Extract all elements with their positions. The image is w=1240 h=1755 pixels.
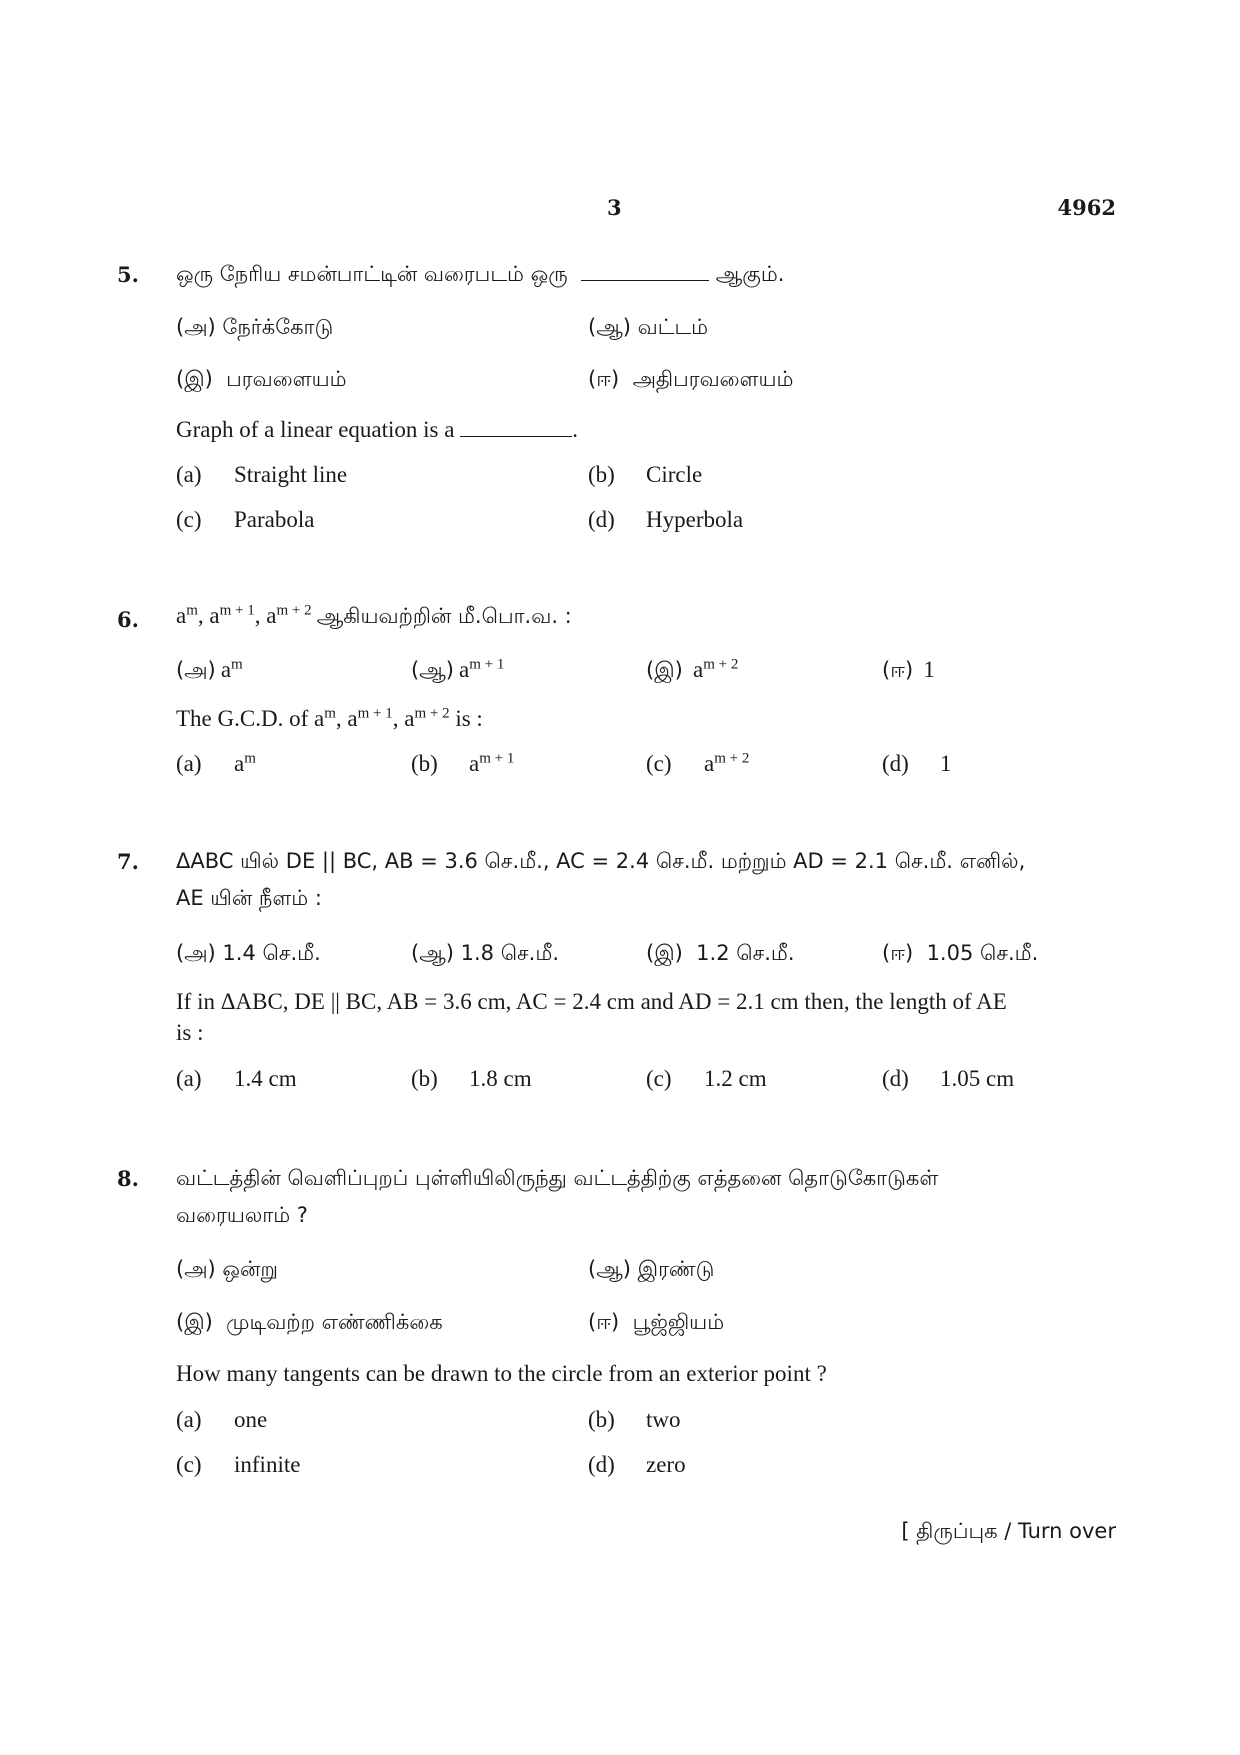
option-sup: m + 2: [714, 750, 750, 767]
option-sup: m + 2: [703, 656, 739, 673]
q6-english-prefix: The G.C.D. of: [176, 706, 309, 731]
q6-base: a: [313, 706, 325, 731]
q6-sep: ,: [335, 706, 348, 731]
q6-tamil-option-a: [176, 657, 243, 685]
option-label: (d): [588, 507, 615, 532]
option-text: Straight line: [234, 462, 348, 487]
option-label: (ஈ): [882, 658, 914, 682]
option-text: two: [646, 1407, 681, 1432]
question-8-number: 8.: [117, 1166, 139, 1191]
option-text: infinite: [234, 1452, 301, 1477]
q5-tamil-option-c: [176, 367, 346, 394]
option-text: 1.8 cm: [469, 1066, 532, 1091]
option-text: அதிபரவளையம்: [632, 367, 794, 391]
q6-tamil-option-b: [411, 657, 504, 685]
q5-english-option-b: [588, 462, 702, 488]
option-text: one: [234, 1407, 268, 1432]
option-label: (இ): [176, 1310, 213, 1334]
q5-tamil-option-b: [588, 315, 708, 342]
q8-tamil-option-b: [588, 1257, 714, 1284]
option-label: (ஆ): [411, 941, 454, 965]
option-text: பூஜ்ஜியம்: [632, 1310, 725, 1334]
q8-english-option-a: [176, 1407, 267, 1433]
q6-sup: m + 2: [276, 602, 312, 619]
option-text: a: [692, 657, 704, 682]
q5-english-option-d: [588, 507, 743, 533]
option-sup: m: [231, 656, 243, 673]
option-label: (d): [882, 1066, 909, 1091]
q6-base: a: [404, 706, 415, 731]
option-text: 1.2 cm: [704, 1066, 767, 1091]
question-7-tamil-line1: ΔABC யில் DE || BC, AB = 3.6 செ.மீ., AC = 2.4 செ.மீ. மற்றும் AD = 2.1 செ.மீ. எனில்,: [176, 849, 1026, 873]
q5-english-option-a: [176, 462, 347, 488]
q8-english-option-c: [176, 1452, 300, 1478]
q8-english-option-b: [588, 1407, 681, 1433]
option-text: 1.8 செ.மீ.: [460, 941, 559, 965]
q7-english-option-a: [176, 1066, 297, 1092]
q6-sep: ,: [392, 706, 405, 731]
q5-tamil-option-a: [176, 315, 333, 342]
question-8-tamil-line1: வட்டத்தின் வெளிப்புறப் புள்ளியிலிருந்து வட்டத்திற்கு எத்தனை தொடுகோடுகள்: [176, 1166, 939, 1190]
option-text: 1.4 cm: [234, 1066, 297, 1091]
option-label: (ஆ): [588, 315, 631, 339]
question-8-english: How many tangents can be drawn to the circle from an exterior point ?: [176, 1361, 827, 1386]
q7-tamil-option-b: [411, 941, 559, 968]
option-sup: m + 1: [479, 750, 515, 767]
option-text: ஒன்று: [222, 1257, 278, 1281]
option-text: Hyperbola: [646, 507, 744, 532]
q5-english-pre: Graph of a linear equation is a: [176, 417, 455, 442]
option-label: (ஈ): [588, 367, 620, 391]
q6-english-option-c: [646, 751, 749, 777]
option-label: (d): [588, 1452, 615, 1477]
q5-english-post: .: [572, 417, 578, 442]
option-label: (c): [646, 751, 672, 776]
q5-tamil-option-d: [588, 367, 793, 394]
q8-tamil-option-d: [588, 1310, 724, 1337]
option-label: (a): [176, 1066, 202, 1091]
q8-tamil-option-a: [176, 1257, 278, 1284]
option-text: 1.05 செ.மீ.: [926, 941, 1039, 965]
q5-english-option-c: [176, 507, 314, 533]
option-text: zero: [646, 1452, 686, 1477]
option-sup: m: [244, 750, 256, 767]
option-text: முடிவற்ற எண்ணிக்கை: [226, 1310, 443, 1334]
option-label: (அ): [176, 1257, 216, 1281]
option-label: (ஈ): [588, 1310, 620, 1334]
option-text: Parabola: [234, 507, 315, 532]
question-7-number: 7.: [117, 849, 139, 874]
q6-sep: ,: [197, 603, 210, 628]
option-label: (இ): [176, 367, 213, 391]
option-label: (a): [176, 1407, 202, 1432]
q7-english-option-d: [882, 1066, 1014, 1092]
paper-code: 4962: [1057, 195, 1116, 220]
q6-base: a: [266, 603, 277, 628]
q6-sup: m: [186, 602, 198, 619]
q6-english-option-a: [176, 751, 256, 777]
option-text: a: [469, 751, 480, 776]
question-6-english: [176, 706, 483, 732]
option-label: (b): [588, 1407, 615, 1432]
option-label: (அ): [176, 315, 216, 339]
q6-base: a: [176, 603, 187, 628]
option-text: இரண்டு: [637, 1257, 715, 1281]
question-8-tamil-line2: வரையலாம் ?: [176, 1203, 308, 1227]
q6-tamil-suffix: ஆகியவற்றின் மீ.பொ.வ. :: [316, 604, 572, 628]
q5-tamil-post: ஆகும்.: [715, 262, 785, 286]
option-text: நேர்க்கோடு: [222, 315, 334, 339]
option-text: வட்டம்: [637, 315, 709, 339]
q6-english-option-d: [882, 751, 952, 777]
option-label: (ஆ): [588, 1257, 631, 1281]
option-text: Circle: [646, 462, 703, 487]
option-text: 1.05 cm: [940, 1066, 1015, 1091]
q7-tamil-option-c: [646, 941, 795, 968]
option-label: (இ): [646, 941, 683, 965]
option-label: (இ): [646, 658, 683, 682]
q8-english-option-d: [588, 1452, 686, 1478]
turn-over-note: [901, 1518, 1116, 1546]
q6-tamil-option-d: [882, 657, 935, 685]
option-sup: m + 1: [469, 656, 505, 673]
option-label: (c): [646, 1066, 672, 1091]
question-7-english-line1: If in ΔABC, DE || BC, AB = 3.6 cm, AC = 2.4 cm and AD = 2.1 cm then, the length of AE: [176, 989, 1007, 1014]
option-label: (அ): [176, 941, 216, 965]
q6-sup: m: [324, 705, 336, 722]
q6-base: a: [209, 603, 220, 628]
q5-tamil-pre: ஒரு நேரிய சமன்பாட்டின் வரைபடம் ஒரு: [176, 262, 568, 286]
q6-sup: m + 1: [219, 602, 255, 619]
q7-tamil-option-d: [882, 941, 1038, 968]
option-text: a: [234, 751, 245, 776]
q5-tamil-blank: [581, 280, 709, 281]
q6-base: a: [347, 706, 358, 731]
turn-over-text: [ திருப்புக / Turn over: [901, 1519, 1116, 1543]
q6-sup: m + 2: [414, 705, 450, 722]
option-label: (ஆ): [411, 658, 454, 682]
q8-tamil-option-c: [176, 1310, 443, 1337]
question-7-english-line2: is :: [176, 1020, 204, 1045]
option-text: 1: [940, 751, 952, 776]
question-5-english: [176, 417, 578, 443]
option-text: பரவளையம்: [226, 367, 347, 391]
q7-english-option-b: [411, 1066, 532, 1092]
option-text: a: [459, 657, 470, 682]
option-label: (ஈ): [882, 941, 914, 965]
q6-tamil-option-c: [646, 657, 738, 685]
q7-tamil-option-a: [176, 941, 321, 968]
option-text: a: [704, 751, 715, 776]
page-number: 3: [607, 195, 622, 220]
q7-english-option-c: [646, 1066, 767, 1092]
option-label: (அ): [176, 658, 216, 682]
question-6-number: 6.: [117, 607, 139, 632]
option-text: 1: [923, 657, 935, 682]
option-label: (b): [588, 462, 615, 487]
option-text: a: [220, 657, 232, 682]
option-label: (a): [176, 462, 202, 487]
question-7-tamil-line2: AE யின் நீளம் :: [176, 886, 322, 910]
option-label: (b): [411, 751, 438, 776]
option-text: 1.4 செ.மீ.: [222, 941, 321, 965]
option-label: (b): [411, 1066, 438, 1091]
option-label: (c): [176, 1452, 202, 1477]
q6-sup: m + 1: [357, 705, 393, 722]
question-5-tamil: [176, 262, 784, 289]
q6-sep: ,: [254, 603, 267, 628]
question-5-number: 5.: [117, 262, 139, 287]
option-label: (d): [882, 751, 909, 776]
option-label: (c): [176, 507, 202, 532]
q6-english-option-b: [411, 751, 514, 777]
option-text: 1.2 செ.மீ.: [696, 941, 795, 965]
q6-english-suffix: is :: [455, 706, 483, 731]
q5-english-blank: [460, 436, 572, 437]
question-6-tamil: [176, 603, 572, 631]
option-label: (a): [176, 751, 202, 776]
